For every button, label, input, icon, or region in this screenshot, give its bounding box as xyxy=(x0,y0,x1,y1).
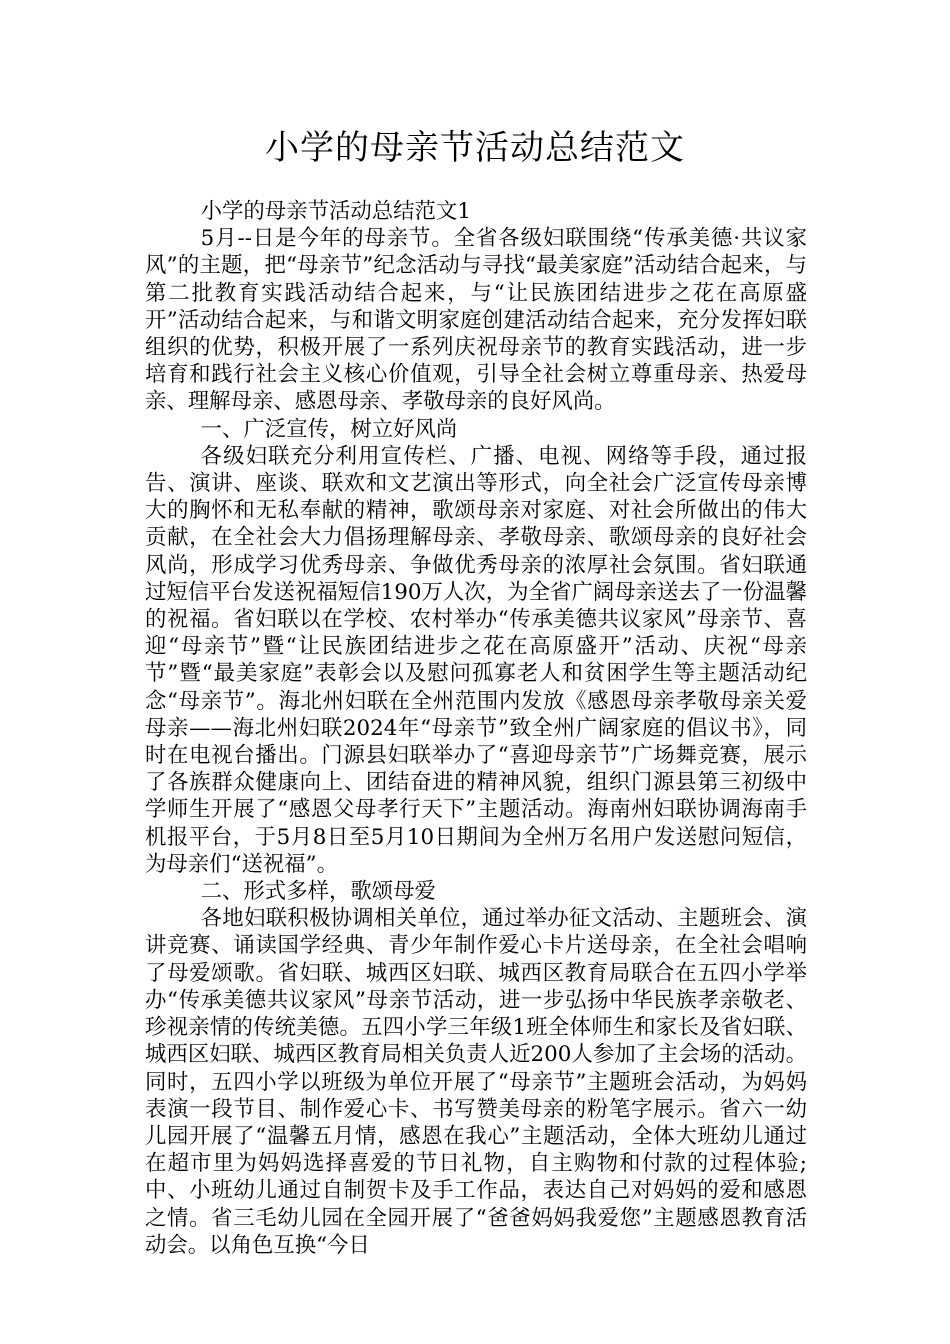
section-2-paragraph: 各地妇联积极协调相关单位，通过举办征文活动、主题班会、演讲竞赛、诵读国学经典、青少年制作爱心卡片送母亲，在全社会唱响了母爱颂歌。省妇联、城西区妇联、城西区教育局联合在五四小学举办“传承美德共议家风”母亲节活动，进一步弘扬中华民族孝亲敬老、珍视亲情的传统美德。五四小学三年级1班全体师生和家长及省妇联、城西区妇联、城西区教育局相关负责人近200人参加了主会场的活动。同时，五四小学以班级为单位开展了“母亲节”主题班会活动，为妈妈表演一段节目、制作爱心卡、书写赞美母亲的粉笔字展示。省六一幼儿园开展了“温馨五月情，感恩在我心”主题活动，全体大班幼儿通过在超市里为妈妈选择喜爱的节日礼物，自主购物和付款的过程体验;中、小班幼儿通过自制贺卡及手工作品，表达自己对妈妈的爱和感恩之情。省三毛幼儿园在全园开展了“爸爸妈妈我爱您”主题感恩教育活动会。以角色互换“今日 xyxy=(145,906,807,1258)
document-body xyxy=(145,198,807,1259)
section-heading-1: 一、广泛宣传，树立好风尚 xyxy=(200,416,458,442)
section-heading-2: 二、形式多样，歌颂母爱 xyxy=(200,879,436,905)
intro-paragraph: 5月--日是今年的母亲节。全省各级妇联围绕“传承美德·共议家风”的主题，把“母亲节”纪念活动与寻找“最美家庭”活动结合起来，与第二批教育实践活动结合起来，与“让民族团结进步之花在高原盛开”活动结合起来，与和谐文明家庭创建活动结合起来，充分发挥妇联组织的优势，积极开展了一系列庆祝母亲节的教育实践活动，进一步培育和践行社会主义核心价值观，引导全社会树立尊重母亲、热爱母亲、理解母亲、感恩母亲、孝敬母亲的良好风尚。 xyxy=(145,226,807,415)
section-1-paragraph: 各级妇联充分利用宣传栏、广播、电视、网络等手段，通过报告、演讲、座谈、联欢和文艺演出等形式，向全社会广泛宣传母亲博大的胸怀和无私奉献的精神，歌颂母亲对家庭、对社会所做出的伟大贡献，在全社会大力倡扬理解母亲、孝敬母亲、歌颂母亲的良好社会风尚，形成学习优秀母亲、争做优秀母亲的浓厚社会氛围。省妇联通过短信平台发送祝福短信190万人次，为全省广阔母亲送去了一份温馨的祝福。省妇联以在学校、农村举办“传承美德共议家风”母亲节、喜迎“母亲节”暨“让民族团结进步之花在高原盛开”活动、庆祝“母亲节”暨“最美家庭”表彰会以及慰问孤寡老人和贫困学生等主题活动纪念“母亲节”。海北州妇联在全州范围内发放《感恩母亲孝敬母亲关爱母亲——海北州妇联2024年“母亲节”致全州广阔家庭的倡议书》，同时在电视台播出。门源县妇联举办了“喜迎母亲节”广场舞竞赛，展示了各族群众健康向上、团结奋进的精神风貌，组织门源县第三初级中学师生开展了“感恩父母孝行天下”主题活动。海南州妇联协调海南手机报平台，于5月8日至5月10日期间为全州万名用户发送慰问短信，为母亲们“送祝福”。 xyxy=(145,443,807,877)
subtitle-paragraph: 小学的母亲节活动总结范文1 xyxy=(200,199,471,224)
document-title: 小学的母亲节活动总结范文 xyxy=(265,128,685,168)
